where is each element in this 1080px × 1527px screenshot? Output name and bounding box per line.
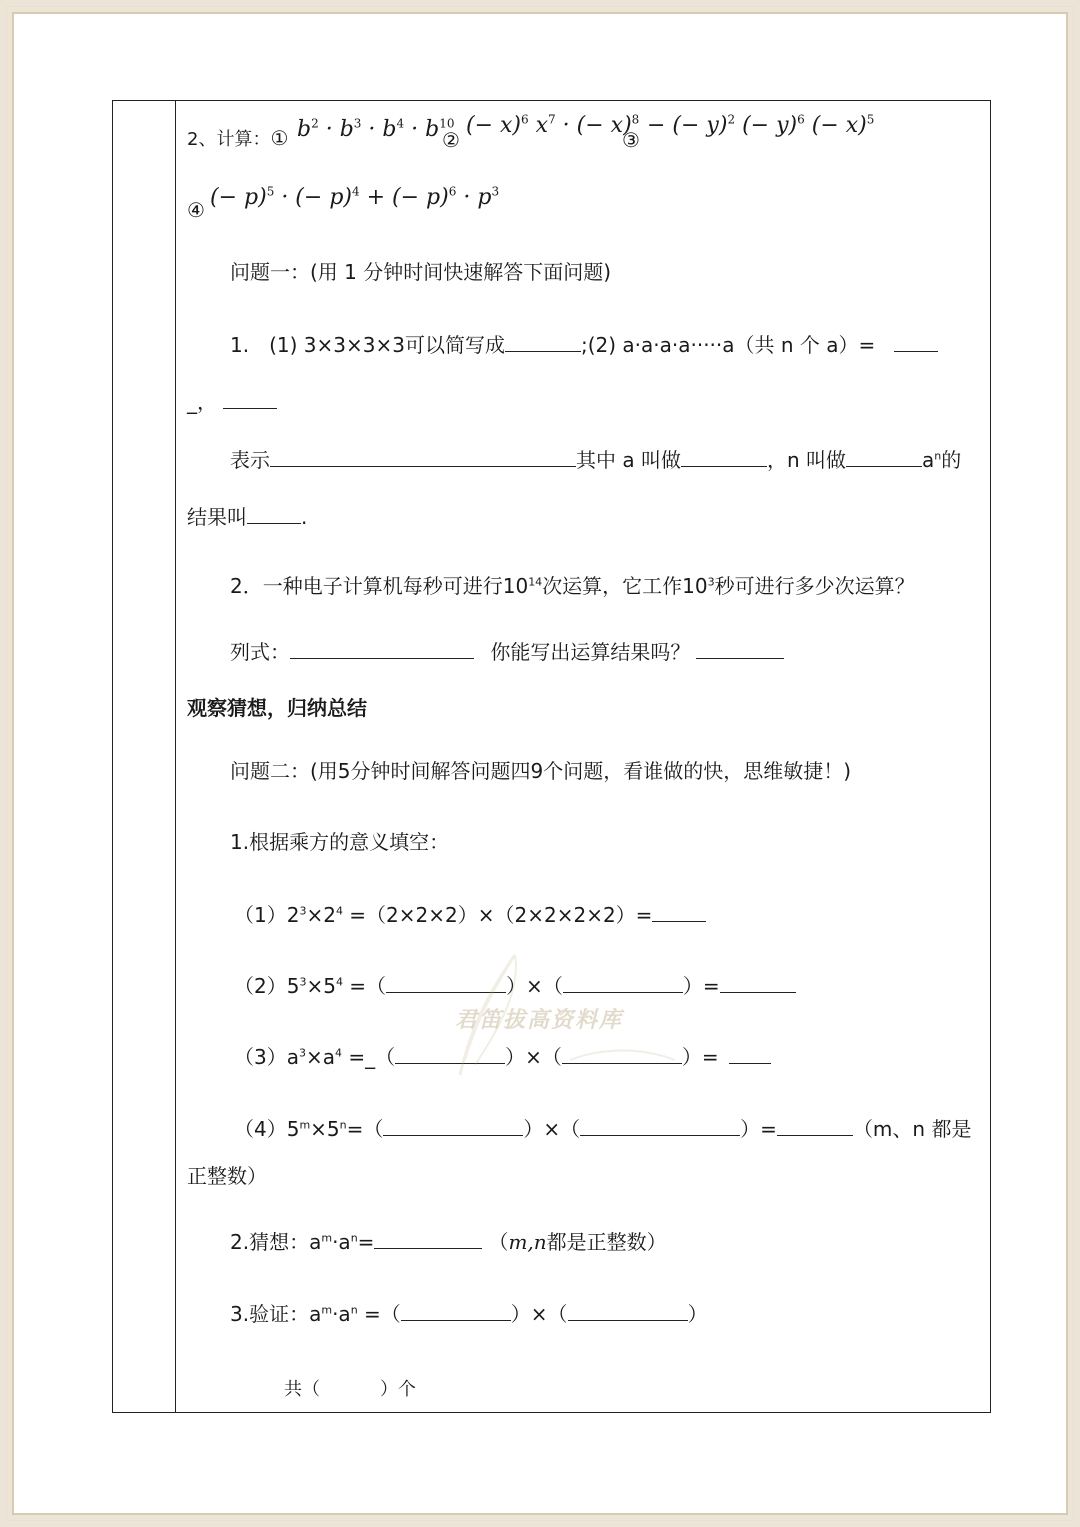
l4-d: ）×（	[523, 1117, 581, 1141]
verify-d: ）×（	[510, 1302, 568, 1326]
expr-1: $b^2 \cdot b^3 \cdot b^4 \cdot b^{10}$	[297, 116, 455, 142]
problem-2-item-1: 1.根据乘方的意义填空：	[230, 830, 450, 854]
guess-a: 2.猜想：a	[230, 1230, 322, 1254]
l1-blank[interactable]	[652, 901, 706, 922]
l2-blank-1[interactable]	[386, 972, 506, 993]
formula-label: 列式：	[230, 640, 290, 664]
l4-s1: m	[299, 1118, 311, 1132]
q1-line3-b: 其中 a 叫做	[576, 448, 681, 472]
l3-d: ）×（	[505, 1045, 562, 1069]
verify-blank-2[interactable]	[568, 1300, 688, 1321]
q1-line3-d: a	[922, 448, 935, 472]
guess-c: =	[357, 1230, 375, 1254]
total-a: 共（	[284, 1379, 320, 1400]
l1-c: =（2×2×2）×（2×2×2×2）=	[342, 903, 653, 927]
verify-s2: n	[350, 1303, 358, 1317]
verify-line	[230, 1300, 708, 1326]
l3-blank-2[interactable]	[562, 1043, 682, 1064]
l2-blank-2[interactable]	[563, 972, 683, 993]
guess-e: 都是正整数）	[546, 1230, 667, 1254]
l3-blank-1[interactable]	[395, 1043, 505, 1064]
guess-line	[230, 1228, 667, 1254]
verify-e: ）	[687, 1302, 708, 1326]
verify-s1: m	[321, 1303, 333, 1317]
problem-2-title: 问题二：(用5分钟时间解答问题四9个问题，看谁做的快，思维敏捷！)	[230, 759, 852, 783]
table-column-divider	[175, 100, 176, 1413]
q1-line3-e: 的	[941, 448, 962, 472]
q1-blank-6[interactable]	[846, 446, 922, 467]
verify-a: 3.验证：a	[230, 1302, 322, 1326]
q1-part2: ;(2) a·a·a·a·····a（共 n 个 a）=	[580, 333, 876, 357]
problem-1-q1-line3	[230, 446, 961, 472]
l2-e: ）=	[682, 974, 720, 998]
q1-line3-a: 表示	[230, 448, 270, 472]
l1-b: ×2	[306, 903, 336, 927]
expr-2: (− x)$^6$ $x^7$ · (− x)$^8$	[466, 112, 640, 138]
item-number-4: ④	[187, 198, 205, 222]
exercise-2-prefix: 2、计算：	[187, 129, 271, 150]
item-number-3: ③	[622, 128, 640, 152]
guess-d: （	[488, 1230, 509, 1254]
q1-line4-end: .	[301, 505, 308, 529]
fill-line-2	[234, 972, 796, 998]
l4-b: ×5	[310, 1117, 340, 1141]
l4-e: ）=	[740, 1117, 777, 1141]
q1-blank-5[interactable]	[681, 446, 767, 467]
l4-s2: n	[339, 1118, 347, 1132]
item-number-2: ②	[442, 128, 460, 152]
l4-blank-3[interactable]	[777, 1115, 853, 1136]
l3-blank-3[interactable]	[729, 1043, 771, 1064]
l4-a: （4）5	[234, 1117, 300, 1141]
q1-blank-2[interactable]	[894, 331, 938, 352]
watermark-text: 君笛拔高资料库	[455, 1007, 624, 1033]
fill-line-4-cont: 正整数）	[187, 1164, 267, 1188]
l3-b: ×a	[305, 1045, 335, 1069]
verify-blank-1[interactable]	[401, 1300, 511, 1321]
l2-blank-3[interactable]	[720, 972, 796, 993]
l4-f: （m、n 都是	[852, 1117, 972, 1141]
l4-blank-1[interactable]	[383, 1115, 523, 1136]
exercise-2-line	[187, 126, 288, 152]
expr-3: − (− y)$^2$ (− y)$^6$ (− x)$^5$	[647, 112, 875, 138]
l2-s1: 3	[299, 975, 307, 989]
l3-s1: 3	[298, 1046, 306, 1060]
q1-line4: 结果叫	[187, 505, 247, 529]
l2-d: ）×（	[506, 974, 563, 998]
guess-b: ·a	[332, 1230, 351, 1254]
q2-a: 2．一种电子计算机每秒可进行10	[230, 574, 529, 598]
verify-c: =（	[357, 1302, 401, 1326]
l4-c: =（	[346, 1117, 384, 1141]
total-b: ）个	[380, 1379, 416, 1400]
q1-blank-1[interactable]	[505, 331, 581, 352]
l2-a: （2）5	[234, 974, 300, 998]
l3-e: ）=	[681, 1045, 719, 1069]
q1-cont: _，	[187, 390, 217, 414]
problem-1-q2	[230, 574, 915, 598]
l2-b: ×5	[306, 974, 336, 998]
q1-line3-c: ，n 叫做	[766, 448, 847, 472]
l1-s1: 3	[299, 904, 307, 918]
guess-s2: n	[350, 1231, 358, 1245]
l2-s2: 4	[335, 975, 343, 989]
l2-c: =（	[342, 974, 387, 998]
problem-1-q1-line1	[230, 331, 938, 357]
q1-blank-7[interactable]	[247, 503, 301, 524]
q2-c: 秒可进行多少次运算？	[714, 574, 915, 598]
formula-question: 你能写出运算结果吗？	[490, 640, 691, 664]
l4-blank-2[interactable]	[580, 1115, 740, 1136]
expr-4: (− p)$^5$ · (− p)$^4$ + (− $p)^6 \cdot p^3$	[210, 184, 500, 210]
q2-sup2: 3	[707, 575, 715, 589]
fill-line-3	[234, 1043, 771, 1069]
q2-sup1: 14	[528, 575, 543, 589]
section-heading: 观察猜想，归纳总结	[187, 696, 367, 720]
total-line	[284, 1378, 416, 1402]
problem-1-q1-line4	[187, 503, 307, 529]
l3-a: （3）a	[234, 1045, 299, 1069]
l1-a: （1）2	[234, 903, 300, 927]
l3-s2: 4	[335, 1046, 342, 1060]
formula-blank[interactable]	[290, 638, 474, 659]
problem-1-formula-line	[230, 638, 784, 664]
l3-c: =_（	[342, 1045, 396, 1069]
item-number-1: ①	[270, 126, 289, 150]
problem-1-title: 问题一：(用 1 分钟时间快速解答下面问题)	[230, 260, 612, 284]
q1-blank-4[interactable]	[270, 446, 576, 467]
worksheet-table	[112, 100, 991, 1413]
verify-b: ·a	[332, 1302, 351, 1326]
result-blank[interactable]	[696, 638, 784, 659]
fill-line-1	[234, 901, 706, 927]
q2-b: 次运算，它工作10	[542, 574, 708, 598]
guess-blank[interactable]	[374, 1228, 482, 1249]
q1-blank-3[interactable]	[223, 388, 277, 409]
q1-part1: 1. (1) 3×3×3×3可以简写成	[230, 333, 505, 357]
guess-s1: m	[321, 1231, 333, 1245]
guess-mn: m,n	[508, 1230, 547, 1254]
q1-line3-d-sup: n	[934, 449, 942, 463]
problem-1-q1-line2	[187, 388, 277, 414]
fill-line-4	[234, 1115, 971, 1141]
l1-s2: 4	[335, 904, 343, 918]
